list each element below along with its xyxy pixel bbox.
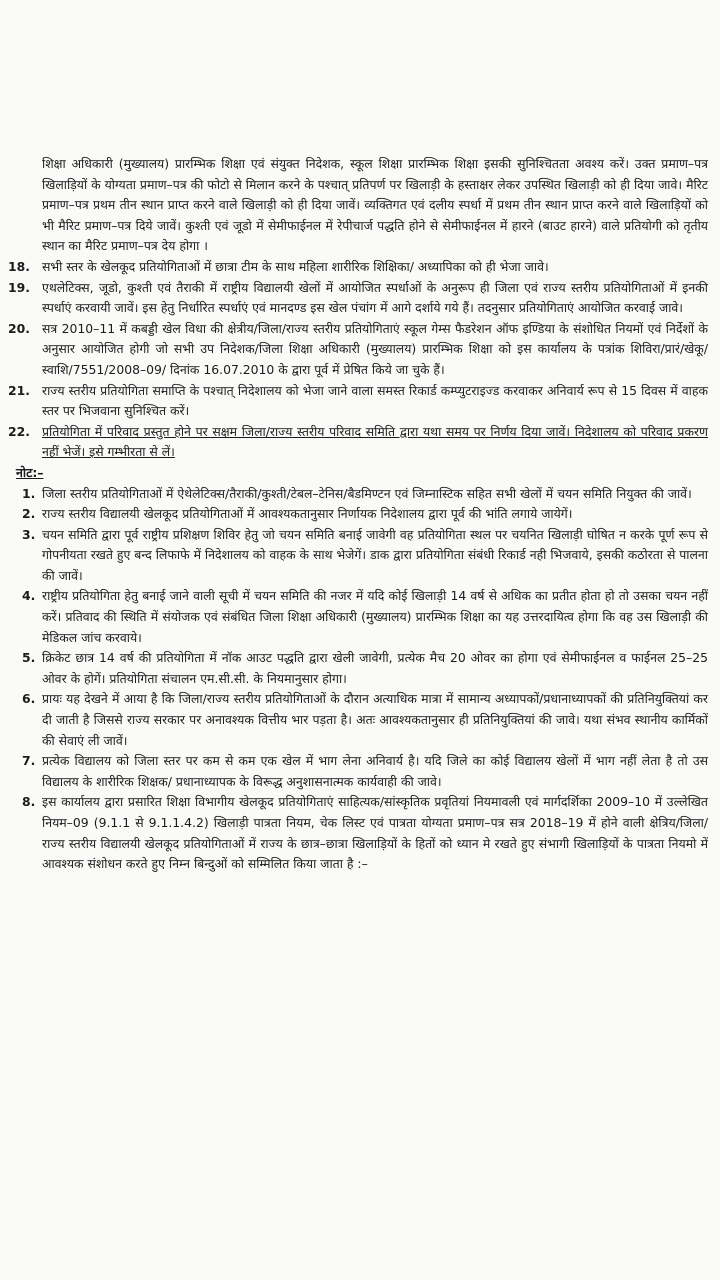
note-text: जिला स्तरीय प्रतियोगिताओं में ऐथेलेटिक्स/तैराकी/कुश्ती/टेबल–टेनिस/बैडमिण्टन एवं जिम्नास्टिक सहित सभी खेलों में चयन समिति नियुक्त की जावें। [42, 485, 692, 501]
note-number: 1. [22, 485, 36, 501]
clause-text: एथलेटिक्स, जूडो, कुश्ती एवं तैराकी में राष्ट्रीय विद्यालयी खेलों में आयोजित स्पर्धाओं के अनुरूप ही जिला एवं राज्य स्तरीय प्रतियोगिताओं में इनकी स्पर्धाएं करवायी जावें। इस हेतु निर्धारित स्पर्धाएं एवं मानदण्ड इस खेल पंचांग में आगे दर्शाये गये हैं। तदनुसार प्रतियोगिताएं आयोजित करवाई जावे। [42, 279, 708, 316]
intro-paragraph: शिक्षा अधिकारी (मुख्यालय) प्रारम्भिक शिक्षा एवं संयुक्त निदेशक, स्कूल शिक्षा प्रारम्भिक शिक्षा इसकी सुनिश्चितता अवश्य करें। उक्त प्रमाण–पत्र खिलाड़ियों के योग्यता प्रमाण–पत्र की फोटो से मिलान करने के पश्चात् प्रतिपर्ण पर खिलाड़ी के हस्ताक्षर लेकर उपस्थित खिलाड़ी को ही दिया जावे। मैरिट प्रमाण–पत्र प्रथम तीन स्थान प्राप्त करने वाले खिलाड़ी को ही दिया जावें। व्यक्तिगत एवं दलीय स्पर्धा में प्रथम तीन स्थान प्राप्त करने वाले खिलाड़ियों को भी मैरिट प्रमाण–पत्र दिये जावें। कुश्ती एवं जूडो में सेमीफाईनल में रेपीचार्ज पद्धति होने से सेमीफाईनल में हारने (बाउट हारने) वाले प्रतियोगी को तृतीय स्थान का मैरिट प्रमाण–पत्र देय होगा । [42, 156, 708, 254]
note-number: 6. [22, 691, 36, 707]
note-number: 3. [22, 526, 36, 542]
clause-number: 19. [8, 279, 30, 295]
note-text: राज्य स्तरीय विद्यालयी खेलकूद प्रतियोगिताओं में आवश्यकतानुसार निर्णायक निदेशालय द्वारा पूर्व की भांति लगाये जायेगें। [42, 506, 573, 522]
note-number: 4. [22, 588, 36, 604]
note-1 [8, 484, 708, 505]
note-2 [8, 504, 708, 525]
note-text: प्रत्येक विद्यालय को जिला स्तर पर कम से कम एक खेल में भाग लेना अनिवार्य है। यदि जिले का कोई विद्यालय खेलों में भाग नहीं लेता है तो उस विद्यालय के शारीरिक शिक्षक/ प्रधानाध्यापक के विरूद्ध अनुशासनात्मक कार्यवाही की जावे। [42, 753, 708, 789]
note-4 [8, 586, 708, 648]
clause-text: सत्र 2010–11 में कबड्डी खेल विधा की क्षेत्रीय/जिला/राज्य स्तरीय प्रतियोगिताएं स्कूल गेम्स फैडरेशन ऑफ इण्डिया के संशोधित नियमों एवं निर्देशों के अनुसार आयोजित होगी जो सभी उप निदेशक/जिला शिक्षा अधिकारी (मुख्यालय) प्रारम्भिक शिक्षा को इस कार्यालय के पत्रांक शिविरा/प्रारं/खेकू/स्वाशि/7551/2008–09/ दिनांक 16.07.2010 के द्वारा पूर्व में प्रेषित किये जा चुके हैं। [42, 320, 708, 377]
clause-number: 21. [8, 382, 30, 398]
clause-number: 18. [8, 258, 30, 274]
note-number: 8. [22, 794, 36, 810]
note-3 [8, 525, 708, 587]
clause-19 [8, 278, 708, 319]
clause-text-underlined: प्रतियोगिता में परिवाद प्रस्तुत होने पर सक्षम जिला/राज्य स्तरीय परिवाद समिति द्वारा यथा समय पर निर्णय दिया जावें। निदेशालय को परिवाद प्रकरण नहीं भेजें। इसे गम्भीरता से लें। [42, 423, 708, 460]
note-number: 5. [22, 650, 36, 666]
note-number: 2. [22, 506, 36, 522]
note-text: क्रिकेट छात्र 14 वर्ष की प्रतियोगिता में नॉक आउट पद्धति द्वारा खेली जावेगी, प्रत्येक मैच 20 ओवर का होगा एवं सेमीफाईनल व फाईनल 25–25 ओवर के होगें। प्रतियोगिता संचालन एम.सी.सी. के नियमानुसार होगा। [42, 650, 708, 686]
clause-text: राज्य स्तरीय प्रतियोगिता समाप्ति के पश्चात् निदेशालय को भेजा जाने वाला समस्त रिकार्ड कम्प्युटराइज्ड करवाकर अनिवार्य रूप से 15 दिवस में वाहक स्तर पर भिजवाना सुनिश्चित करें। [42, 382, 708, 419]
note-5 [8, 648, 708, 689]
note-text: इस कार्यालय द्वारा प्रसारित शिक्षा विभागीय खेलकूद प्रतियोगिताएं साहित्यक/सांस्कृतिक प्रवृतियां नियमावली एवं मार्गदर्शिका 2009–10 में उल्लेखित नियम–09 (9.1.1 से 9.1.1.4.2) खिलाड़ी पात्रता नियम, चेक लिस्ट एवं पात्रता योग्यता प्रमाण–पत्र सत्र 2018–19 में होने वाली क्षेत्रिय/जिला/राज्य स्तरीय विद्यालयी खेलकूद प्रतियोगिताओं में राज्य के छात्र–छात्रा खिलाड़ियों के हितों को ध्यान मे रखते हुए संभागी खिलाड़ियों के पात्रता नियमो में आवश्यक संशोधन करते हुए निम्न बिन्दुओं को सम्मिलित किया जाता है :– [42, 794, 708, 872]
clause-text: सभी स्तर के खेलकूद प्रतियोगिताओं में छात्रा टीम के साथ महिला शारीरिक शिक्षिका/ अध्यापिका को ही भेजा जावे। [42, 258, 549, 274]
note-text: प्रायः यह देखने में आया है कि जिला/राज्य स्तरीय प्रतियोगिताओं के दौरान अत्याधिक मात्रा में सामान्य अध्यापकों/प्रधानाध्यापकों की प्रतिनियुक्तियां कर दी जाती है जिससे राज्य सरकार पर अनावश्यक वित्तीय भार पड़ता है। अतः आवश्यकतानुसार ही प्रतिनियुक्तियां की जावे। यथा संभव स्थानीय कार्मिकों की सेवाएं ली जावें। [42, 691, 708, 748]
clause-22 [8, 422, 708, 463]
clause-number: 20. [8, 320, 30, 336]
clause-18 [8, 257, 708, 278]
clause-number: 22. [8, 423, 30, 439]
note-6 [8, 689, 708, 751]
note-text: राष्ट्रीय प्रतियोगिता हेतु बनाई जाने वाली सूची में चयन समिति की नजर में यदि कोई खिलाड़ी 14 वर्ष से अधिक का प्रतीत होता हो तो उसका चयन नहीं करें। प्रतिवाद की स्थिति में संयोजक एवं संबंधित जिला शिक्षा अधिकारी (मुख्यालय) प्रारम्भिक शिक्षा का यह उत्तरदायित्व होगा कि वह उस खिलाड़ी की मेडिकल जांच करवाये। [42, 588, 708, 645]
document-body [8, 154, 708, 875]
notes-heading: नोट:– [16, 464, 44, 480]
note-7 [8, 751, 708, 792]
note-number: 7. [22, 753, 36, 769]
note-8 [8, 792, 708, 874]
clause-20 [8, 319, 708, 381]
note-text: चयन समिति द्वारा पूर्व राष्ट्रीय प्रशिक्षण शिविर हेतु जो चयन समिति बनाई जावेगी वह प्रतियोगिता स्थल पर चयनित खिलाड़ी घोषित न करके पूर्ण रूप से गोपनीयता रखते हुए बन्द लिफाफे में निदेशालय को वाहक के साथ भेजेगें। डाक द्वारा प्रतियोगिता संबंधी रिकार्ड नही भिजवाये, इसकी कठोरता से पालना की जावें। [42, 526, 708, 583]
clause-21 [8, 381, 708, 422]
